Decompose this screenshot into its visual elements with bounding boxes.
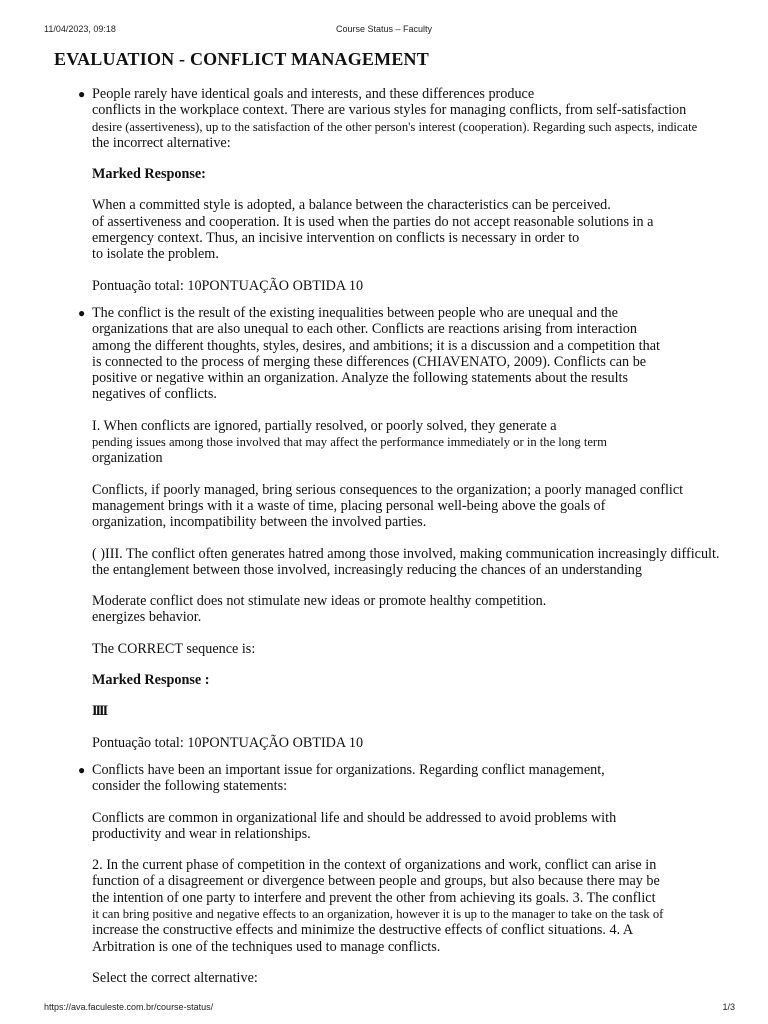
text-line: Conflicts are common in organizational life and should be addressed to avoid problems with [92,809,617,826]
page-url: https://ava.faculeste.com.br/course-status/ [44,1002,214,1012]
text-line: People rarely have identical goals and interests, and these differences produce [92,86,535,102]
text-line: negatives of conflicts. [92,386,217,403]
text-line: Arbitration is one of the techniques used to manage conflicts. [92,938,441,955]
print-footer [0,1002,768,1016]
text-line: The conflict is the result of the existing inequalities between people who are unequal and the [92,304,618,321]
document-body [78,86,752,986]
text-line: energizes behavior. [92,609,202,626]
statement-4 [92,593,752,626]
question-3-text [92,762,752,795]
print-datetime: 11/04/2023, 09:18 [44,24,116,34]
marked-response-value: IIII [92,703,107,720]
text-line: When a committed style is adopted, a balance between the characteristics can be perceived. [92,197,611,214]
text-line: Conflicts have been an important issue for organizations. Regarding conflict management, [92,761,605,778]
statement-1 [92,810,752,843]
question-prompt: The CORRECT sequence is: [92,640,256,657]
bullet-icon: ● [78,762,86,777]
text-line: organization, incompatibility between the involved parties. [92,514,427,531]
text-line: among the different thoughts, styles, desires, and ambitions; it is a discussion and a competition that [92,337,660,354]
text-line: Conflicts, if poorly managed, bring serious consequences to the organization; a poorly managed conflict [92,481,684,498]
print-page-title: Course Status – Faculty [335,24,433,34]
statement-2 [92,857,752,955]
text-line: organization [92,450,163,467]
question-2 [78,304,752,751]
text-line: ( )III. The conflict often generates hatred among those involved, making communication increasingly difficult. [92,545,720,562]
score-line: Pontuação total: 10PONTUAÇÃO OBTIDA 10 [92,277,364,294]
document-title: EVALUATION - CONFLICT MANAGEMENT [54,49,429,69]
text-line: is connected to the process of merging these differences (CHIAVENATO, 2009). Conflicts can be [92,353,647,370]
text-line: 2. In the current phase of competition in the context of organizations and work, conflict can arise in [92,857,657,874]
text-line: productivity and wear in relationships. [92,825,311,842]
question-3 [78,761,752,986]
text-line: it can bring positive and negative effects to an organization, however it is up to the manager to take on the task of [92,906,664,921]
text-line: pending issues among those involved that may affect the performance immediately or in the long term [92,435,607,450]
marked-response-label: Marked Response: [92,166,206,183]
question-1 [78,86,752,294]
text-line: organizations that are also unequal to each other. Conflicts are reactions arising from interaction [92,321,637,338]
marked-response-text [92,197,752,262]
question-prompt: Select the correct alternative: [92,969,258,986]
marked-response-label: Marked Response : [92,672,210,689]
text-line: emergency context. Thus, an incisive intervention on conflicts is necessary in order to [92,230,580,247]
bullet-icon: ● [78,305,86,320]
question-1-text [92,86,752,151]
statement-3 [92,546,752,579]
score-line: Pontuação total: 10PONTUAÇÃO OBTIDA 10 [92,734,364,751]
text-line: Moderate conflict does not stimulate new ideas or promote healthy competition. [92,593,547,610]
text-line: I. When conflicts are ignored, partially resolved, or poorly solved, they generate a [92,417,557,434]
text-line: the intention of one party to interfere and prevent the other from achieving its goals. 3. The conflict [92,889,656,906]
text-line: conflicts in the workplace context. There are various styles for managing conflicts, from self-satisfaction [92,102,687,119]
text-line: management brings with it a waste of time, placing personal well-being above the goals of [92,497,606,514]
page-number: 1/3 [722,1002,735,1012]
text-line: of assertiveness and cooperation. It is used when the parties do not accept reasonable solutions in a [92,213,654,230]
text-line: function of a disagreement or divergence between people and groups, but also because there may be [92,873,660,890]
print-header [0,24,768,38]
text-line: the incorrect alternative: [92,134,231,151]
bullet-icon: ● [78,87,86,101]
text-line: consider the following statements: [92,778,288,795]
text-line: positive or negative within an organization. Analyze the following statements about the results [92,370,628,387]
text-line: desire (assertiveness), up to the satisfaction of the other person's interest (cooperation). Regarding such aspects, indicate [92,119,698,134]
statement-1 [92,418,752,467]
text-line: increase the constructive effects and minimize the destructive effects of conflict situations. 4. A [92,922,634,939]
text-line: the entanglement between those involved, increasingly reducing the chances of an understanding [92,561,642,578]
question-2-text [92,305,752,403]
statement-2 [92,482,752,531]
text-line: to isolate the problem. [92,246,219,263]
